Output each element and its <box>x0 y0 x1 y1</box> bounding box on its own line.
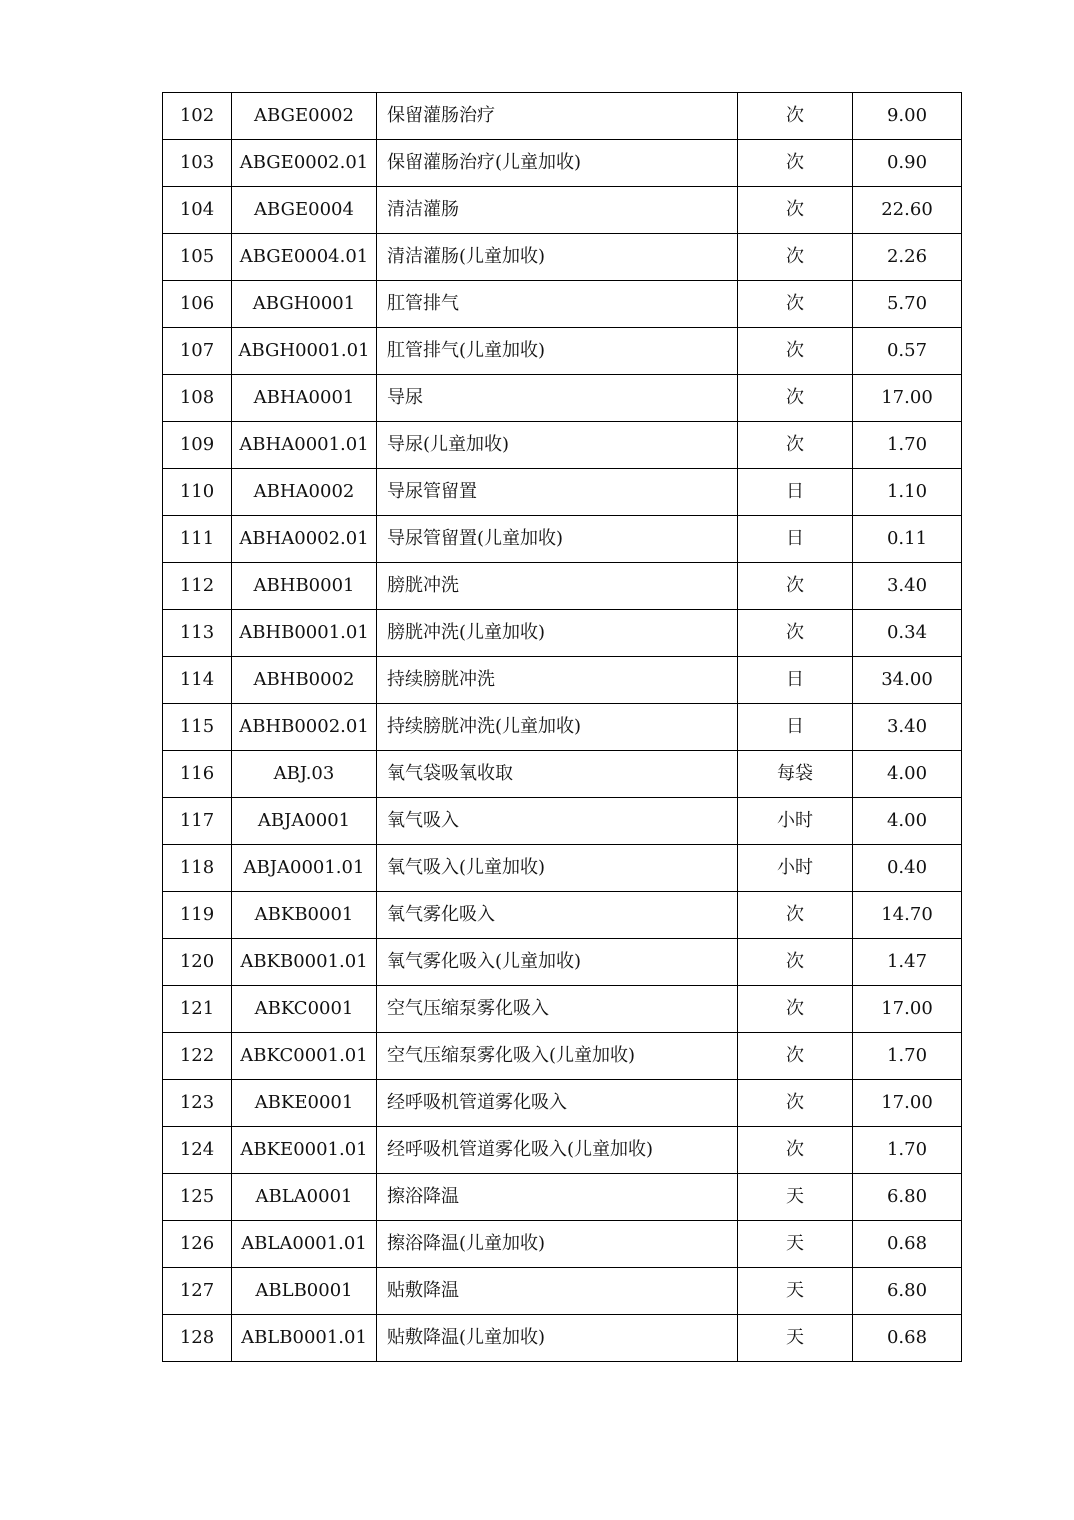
table-row <box>163 1127 962 1174</box>
table-row <box>163 1080 962 1127</box>
item-number-cell: 126 <box>163 1221 232 1268</box>
table-row <box>163 1221 962 1268</box>
item-price-cell: 0.68 <box>853 1221 962 1268</box>
fee-schedule-table <box>162 92 962 1362</box>
item-name-cell: 贴敷降温 <box>377 1268 738 1315</box>
item-unit-cell: 日 <box>738 516 853 563</box>
item-number-cell: 118 <box>163 845 232 892</box>
item-unit-cell: 次 <box>738 986 853 1033</box>
table-row <box>163 1268 962 1315</box>
item-price-cell: 9.00 <box>853 93 962 140</box>
item-number-cell: 104 <box>163 187 232 234</box>
item-number-cell: 116 <box>163 751 232 798</box>
item-code-cell: ABHB0001 <box>232 563 377 610</box>
table-row <box>163 704 962 751</box>
item-unit-cell: 次 <box>738 939 853 986</box>
table-row <box>163 187 962 234</box>
item-name-cell: 空气压缩泵雾化吸入 <box>377 986 738 1033</box>
item-number-cell: 109 <box>163 422 232 469</box>
item-code-cell: ABKC0001 <box>232 986 377 1033</box>
item-unit-cell: 次 <box>738 1033 853 1080</box>
item-name-cell: 保留灌肠治疗 <box>377 93 738 140</box>
item-name-cell: 空气压缩泵雾化吸入(儿童加收) <box>377 1033 738 1080</box>
item-number-cell: 113 <box>163 610 232 657</box>
item-code-cell: ABGE0004.01 <box>232 234 377 281</box>
item-code-cell: ABLA0001 <box>232 1174 377 1221</box>
item-code-cell: ABKB0001.01 <box>232 939 377 986</box>
item-price-cell: 6.80 <box>853 1268 962 1315</box>
item-number-cell: 108 <box>163 375 232 422</box>
item-name-cell: 贴敷降温(儿童加收) <box>377 1315 738 1362</box>
item-price-cell: 0.40 <box>853 845 962 892</box>
item-number-cell: 111 <box>163 516 232 563</box>
item-price-cell: 0.90 <box>853 140 962 187</box>
item-name-cell: 擦浴降温 <box>377 1174 738 1221</box>
item-number-cell: 121 <box>163 986 232 1033</box>
item-number-cell: 127 <box>163 1268 232 1315</box>
item-number-cell: 106 <box>163 281 232 328</box>
table-row <box>163 563 962 610</box>
item-unit-cell: 次 <box>738 187 853 234</box>
item-number-cell: 128 <box>163 1315 232 1362</box>
item-price-cell: 4.00 <box>853 798 962 845</box>
item-unit-cell: 次 <box>738 375 853 422</box>
item-price-cell: 17.00 <box>853 375 962 422</box>
item-number-cell: 119 <box>163 892 232 939</box>
item-number-cell: 115 <box>163 704 232 751</box>
table-row <box>163 1174 962 1221</box>
item-price-cell: 0.11 <box>853 516 962 563</box>
item-code-cell: ABHB0002.01 <box>232 704 377 751</box>
item-price-cell: 1.70 <box>853 1033 962 1080</box>
item-price-cell: 0.68 <box>853 1315 962 1362</box>
item-name-cell: 氧气吸入(儿童加收) <box>377 845 738 892</box>
table-row <box>163 469 962 516</box>
item-code-cell: ABGE0002.01 <box>232 140 377 187</box>
item-name-cell: 导尿管留置 <box>377 469 738 516</box>
item-name-cell: 清洁灌肠 <box>377 187 738 234</box>
item-number-cell: 123 <box>163 1080 232 1127</box>
item-name-cell: 氧气吸入 <box>377 798 738 845</box>
item-price-cell: 3.40 <box>853 563 962 610</box>
item-name-cell: 膀胱冲洗(儿童加收) <box>377 610 738 657</box>
item-number-cell: 112 <box>163 563 232 610</box>
item-code-cell: ABHB0001.01 <box>232 610 377 657</box>
table-row <box>163 328 962 375</box>
item-price-cell: 3.40 <box>853 704 962 751</box>
item-unit-cell: 日 <box>738 704 853 751</box>
item-code-cell: ABHA0001.01 <box>232 422 377 469</box>
item-unit-cell: 次 <box>738 140 853 187</box>
item-code-cell: ABKB0001 <box>232 892 377 939</box>
table-row <box>163 1033 962 1080</box>
item-name-cell: 氧气袋吸氧收取 <box>377 751 738 798</box>
item-unit-cell: 次 <box>738 563 853 610</box>
item-name-cell: 经呼吸机管道雾化吸入 <box>377 1080 738 1127</box>
table-row <box>163 234 962 281</box>
table-row <box>163 1315 962 1362</box>
table-row <box>163 657 962 704</box>
item-code-cell: ABJA0001 <box>232 798 377 845</box>
item-unit-cell: 次 <box>738 328 853 375</box>
item-price-cell: 0.57 <box>853 328 962 375</box>
item-code-cell: ABHA0002.01 <box>232 516 377 563</box>
table-row <box>163 986 962 1033</box>
item-code-cell: ABJ.03 <box>232 751 377 798</box>
item-number-cell: 120 <box>163 939 232 986</box>
item-unit-cell: 次 <box>738 93 853 140</box>
item-code-cell: ABLB0001 <box>232 1268 377 1315</box>
item-number-cell: 122 <box>163 1033 232 1080</box>
table-row <box>163 751 962 798</box>
item-code-cell: ABGE0002 <box>232 93 377 140</box>
item-unit-cell: 天 <box>738 1174 853 1221</box>
table-row <box>163 610 962 657</box>
item-unit-cell: 每袋 <box>738 751 853 798</box>
item-code-cell: ABHB0002 <box>232 657 377 704</box>
table-row <box>163 281 962 328</box>
item-price-cell: 2.26 <box>853 234 962 281</box>
item-number-cell: 110 <box>163 469 232 516</box>
item-name-cell: 持续膀胱冲洗 <box>377 657 738 704</box>
item-number-cell: 124 <box>163 1127 232 1174</box>
item-unit-cell: 次 <box>738 892 853 939</box>
item-unit-cell: 次 <box>738 610 853 657</box>
item-price-cell: 17.00 <box>853 986 962 1033</box>
item-name-cell: 氧气雾化吸入(儿童加收) <box>377 939 738 986</box>
item-unit-cell: 天 <box>738 1315 853 1362</box>
item-name-cell: 导尿 <box>377 375 738 422</box>
item-price-cell: 1.70 <box>853 1127 962 1174</box>
item-number-cell: 103 <box>163 140 232 187</box>
table-row <box>163 516 962 563</box>
item-unit-cell: 天 <box>738 1268 853 1315</box>
item-price-cell: 6.80 <box>853 1174 962 1221</box>
item-unit-cell: 次 <box>738 1080 853 1127</box>
table-row <box>163 422 962 469</box>
item-number-cell: 107 <box>163 328 232 375</box>
item-price-cell: 4.00 <box>853 751 962 798</box>
item-name-cell: 持续膀胱冲洗(儿童加收) <box>377 704 738 751</box>
item-code-cell: ABHA0001 <box>232 375 377 422</box>
table-row <box>163 939 962 986</box>
item-price-cell: 17.00 <box>853 1080 962 1127</box>
item-name-cell: 肛管排气(儿童加收) <box>377 328 738 375</box>
item-price-cell: 5.70 <box>853 281 962 328</box>
item-number-cell: 105 <box>163 234 232 281</box>
item-name-cell: 肛管排气 <box>377 281 738 328</box>
item-name-cell: 保留灌肠治疗(儿童加收) <box>377 140 738 187</box>
item-name-cell: 导尿(儿童加收) <box>377 422 738 469</box>
table-row <box>163 892 962 939</box>
item-name-cell: 经呼吸机管道雾化吸入(儿童加收) <box>377 1127 738 1174</box>
item-price-cell: 1.70 <box>853 422 962 469</box>
item-price-cell: 1.47 <box>853 939 962 986</box>
item-price-cell: 0.34 <box>853 610 962 657</box>
item-name-cell: 擦浴降温(儿童加收) <box>377 1221 738 1268</box>
item-code-cell: ABGH0001 <box>232 281 377 328</box>
table-row <box>163 375 962 422</box>
item-price-cell: 1.10 <box>853 469 962 516</box>
item-unit-cell: 小时 <box>738 798 853 845</box>
item-price-cell: 22.60 <box>853 187 962 234</box>
item-name-cell: 膀胱冲洗 <box>377 563 738 610</box>
item-unit-cell: 小时 <box>738 845 853 892</box>
item-code-cell: ABHA0002 <box>232 469 377 516</box>
item-unit-cell: 日 <box>738 469 853 516</box>
item-unit-cell: 次 <box>738 281 853 328</box>
item-unit-cell: 次 <box>738 234 853 281</box>
fee-table-body <box>163 93 962 1362</box>
item-code-cell: ABGH0001.01 <box>232 328 377 375</box>
item-name-cell: 清洁灌肠(儿童加收) <box>377 234 738 281</box>
item-code-cell: ABLA0001.01 <box>232 1221 377 1268</box>
table-row <box>163 845 962 892</box>
item-unit-cell: 次 <box>738 422 853 469</box>
table-row <box>163 93 962 140</box>
item-name-cell: 氧气雾化吸入 <box>377 892 738 939</box>
item-unit-cell: 天 <box>738 1221 853 1268</box>
item-number-cell: 102 <box>163 93 232 140</box>
item-code-cell: ABJA0001.01 <box>232 845 377 892</box>
item-number-cell: 125 <box>163 1174 232 1221</box>
item-code-cell: ABKE0001 <box>232 1080 377 1127</box>
table-row <box>163 798 962 845</box>
item-code-cell: ABGE0004 <box>232 187 377 234</box>
item-code-cell: ABKC0001.01 <box>232 1033 377 1080</box>
table-row <box>163 140 962 187</box>
item-price-cell: 14.70 <box>853 892 962 939</box>
item-price-cell: 34.00 <box>853 657 962 704</box>
item-number-cell: 117 <box>163 798 232 845</box>
item-code-cell: ABLB0001.01 <box>232 1315 377 1362</box>
item-number-cell: 114 <box>163 657 232 704</box>
item-unit-cell: 次 <box>738 1127 853 1174</box>
item-unit-cell: 日 <box>738 657 853 704</box>
item-name-cell: 导尿管留置(儿童加收) <box>377 516 738 563</box>
item-code-cell: ABKE0001.01 <box>232 1127 377 1174</box>
